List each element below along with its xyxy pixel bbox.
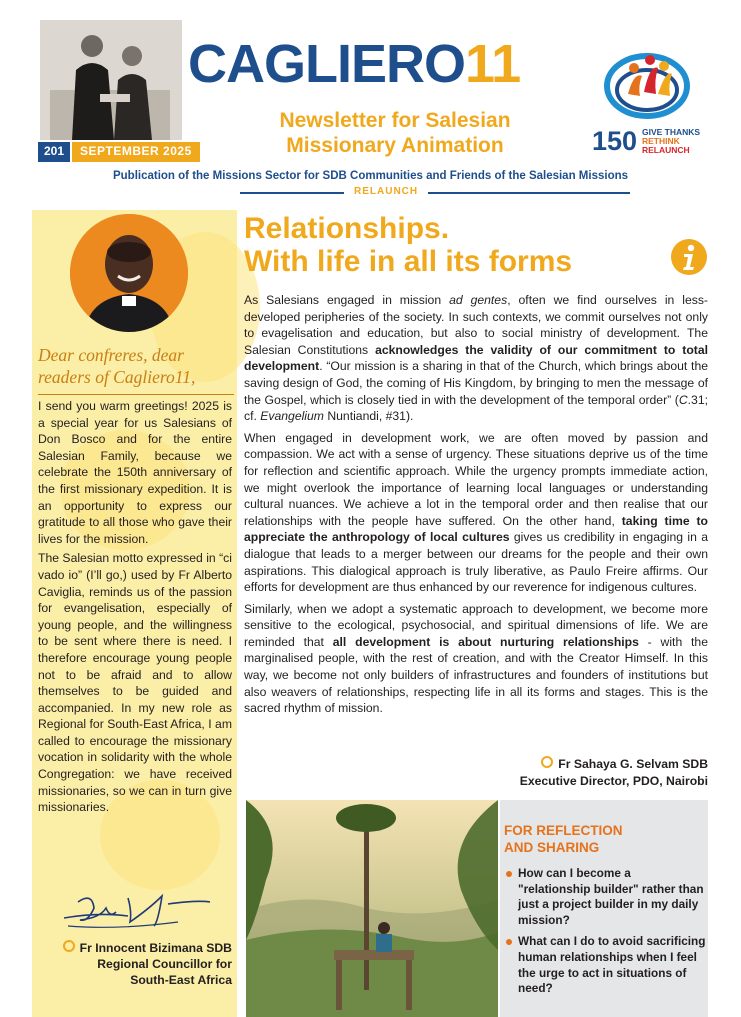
sidebar-author-role-2: South-East Africa [130, 973, 232, 987]
greeting-divider [38, 394, 234, 395]
divider [240, 192, 630, 194]
sidebar-author-role-1: Regional Councillor for [97, 957, 232, 971]
text-run: , often we find ourselves in less-developed peripheries of the society. In such contexts, we commit ourselves not only to evagelisation and education, but also to social ministry of development. The Salesian Constitutions [244, 293, 708, 357]
reflection-title-line-2: AND SHARING [504, 840, 600, 855]
article-headline [244, 212, 664, 278]
text-run-italic: ad gentes [449, 293, 508, 307]
reflection-title [504, 822, 704, 856]
article-paragraph-2 [244, 430, 708, 596]
editorial-paragraph: I send you warm greetings! 2025 is a special year for us Salesians of Don Bosco and for the entire Salesian Family, because we celebrate the 150th anniversary of the first missionary expedition. It is an opportunity to express our gratitude to all those who gave their lives for the mission. [38, 399, 232, 546]
headline-line-2: With life in all its forms [244, 245, 573, 278]
reflection-title-line-1: FOR REFLECTION [504, 823, 623, 838]
text-run-italic: C [678, 392, 688, 407]
issue-label [38, 142, 200, 162]
bullet-dot-icon [506, 871, 512, 877]
text-run: When engaged in development work, we are often moved by passion and compassion. We act with a sense of urgency. These situations deprive us of the time for reflection and scientific approach. While the urgency prompts immediate action, we might overlook the importance of learning local languages or understanding cultural nuances. We achieve a lot in the temporal order and then realise that our relationships with the people have suffered. On the other hand, [244, 430, 708, 528]
editorial-paragraph: The Salesian motto expressed in “ci vado io” (I’ll go,) used by Fr Alberto Caviglia, reminds us of the passion for evangelisation, especially of young people, and the willingness to be sent where there is need. I therefore encourage young people not to be afraid and to allow themselves to be guided and accompanied. In my new role as Regional for South-East Africa, I am called to encourage the missionary vocation in solidarity with the whole Congregation: we have received missionaries, so we can in turn give missionaries. [38, 551, 232, 815]
text-run-bold: taking time to appreciate the anthropology of local cultures [244, 513, 709, 545]
headline-line-1: Relationships. [244, 212, 450, 245]
landscape-photo-art [246, 800, 498, 1017]
section-tag: RELAUNCH [344, 186, 428, 197]
article-author-name: Fr Sahaya G. Selvam SDB [558, 757, 708, 771]
portrait-art [70, 214, 188, 332]
article-author-name-line [360, 756, 708, 773]
historic-photo-art [40, 20, 182, 140]
logo-150: 150 [592, 126, 638, 156]
masthead-title [188, 34, 520, 94]
reflection-question [506, 934, 706, 996]
historic-photo [40, 20, 182, 140]
subtitle-line-1: Newsletter for Salesian [279, 109, 511, 132]
publication-line: Publication of the Missions Sector for SDB Communities and Friends of the Salesian Missions [112, 170, 629, 182]
subtitle-line-2: Missionary Animation [286, 134, 504, 157]
reflection-question-text: How can I become a "relationship builder" rather than just a project builder in my daily mission? [518, 866, 704, 927]
reflection-question-text: What can I do to avoid sacrificing human relationships when I feel the urge to act in situations of need? [518, 934, 706, 996]
text-run-bold: acknowledges the validity of our commitment to total development [244, 342, 708, 374]
text-run: gives us credibility in engaging in a dialogue that leads to a merger between our dreams for the people and their own aspirations. This dialogical approach is truly liberative, as Paulo Freire affirms. Our efforts for development are thus enhanced by our reverence for indigenous cultures. [244, 530, 708, 595]
author-portrait [70, 214, 188, 332]
bullet-dot-icon [506, 939, 512, 945]
text-run: As Salesians engaged in mission [244, 293, 450, 307]
info-icon-art [670, 238, 708, 276]
signature-image [58, 882, 218, 940]
article-paragraph-1 [244, 292, 708, 425]
issue-date: SEPTEMBER 2025 [72, 142, 200, 162]
article-paragraph-3 [244, 601, 708, 717]
masthead-title-main: CAGLIERO [188, 34, 466, 94]
bullet-dot-icon [541, 756, 553, 768]
greeting: Dear confreres, dear readers of Cagliero11, [38, 345, 196, 387]
logo-tagline-3: RELAUNCH [642, 145, 690, 155]
text-run: .31; cf. [244, 392, 708, 424]
text-run-italic: Evangelium [260, 409, 324, 424]
article-body [244, 292, 708, 722]
logo-tagline-2: RETHINK [642, 136, 680, 146]
sidebar-author-name-line [40, 940, 232, 956]
issue-number: 201 [38, 142, 70, 162]
text-run: Nuntiandi, #31). [323, 409, 414, 424]
editorial-text [38, 398, 232, 819]
signature-art [58, 882, 218, 940]
text-run: . “Our mission is a sharing in that of the Church, which brings about the saving design of God, the coming of His Kingdom, by bringing to men the message of the Gospel, which is closely tied in with the development of the temporal order” ( [244, 359, 708, 407]
reflection-question [506, 866, 706, 928]
text-run: Similarly, when we adopt a systematic approach to development, we become more sensitive to the ecological, psychosocial, and spiritual dimensions of life. We are reminded that [244, 601, 708, 649]
landscape-photo [246, 800, 498, 1017]
logo-tagline-1: GIVE THANKS [642, 127, 701, 137]
text-run: - with the marginalised people, with the rest of creation, and with the Creator Himself. In this way, we become not only builders of infrastructures and founders of institutions but also weavers of relationships, respecting life in all its forms and stages. This is the sacred rhythm of mission. [244, 634, 708, 716]
sidebar-author-name: Fr Innocent Bizimana SDB [79, 941, 232, 955]
info-icon [670, 238, 708, 276]
jubilee-logo-art [602, 36, 692, 124]
article-author [360, 756, 708, 789]
reflection-questions [506, 866, 706, 1003]
masthead-subtitle [250, 108, 540, 158]
logo-tagline [642, 128, 700, 155]
jubilee-logo [602, 36, 692, 124]
article-author-role: Executive Director, PDO, Nairobi [519, 773, 708, 788]
sidebar-author [40, 940, 232, 988]
text-run-bold: all development is about nurturing relationships [332, 634, 639, 649]
masthead-title-number: 11 [465, 34, 521, 94]
bullet-dot-icon [63, 940, 75, 952]
